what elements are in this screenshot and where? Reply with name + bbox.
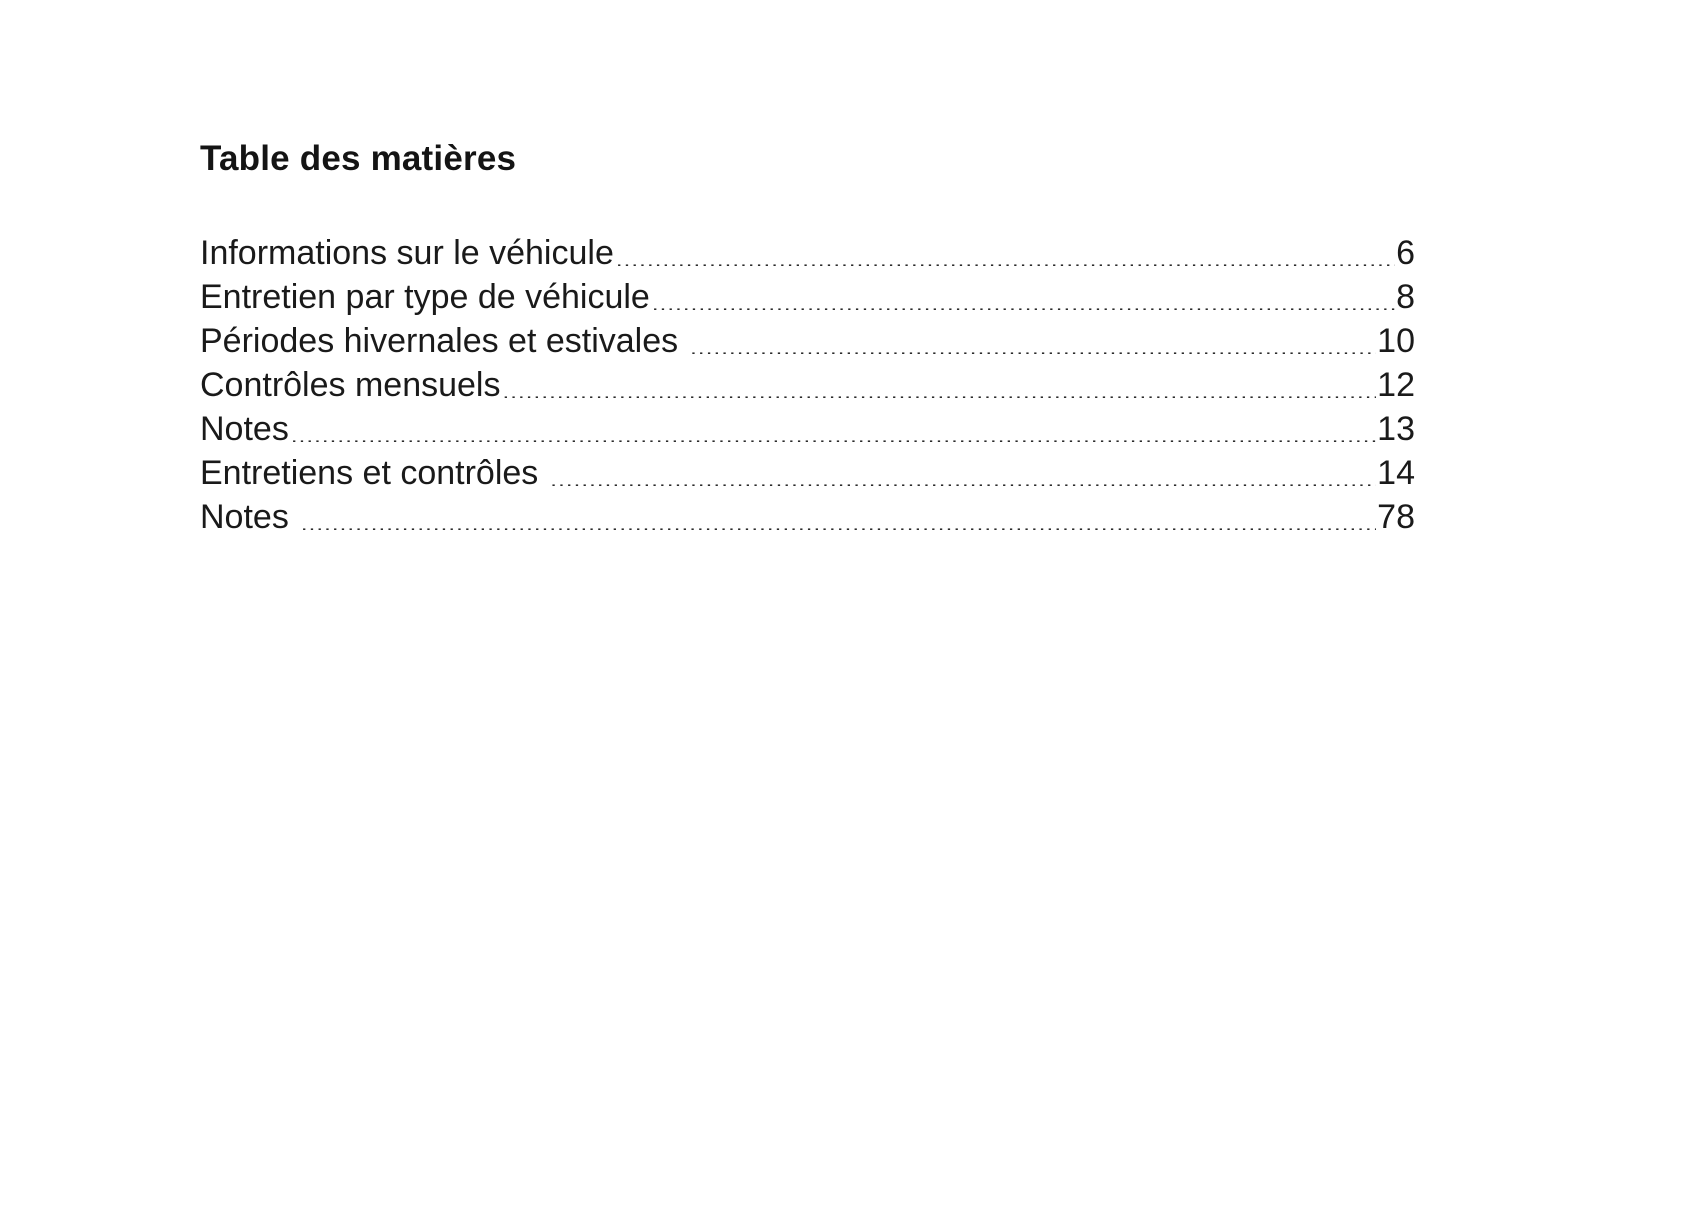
toc-entry-label: Notes <box>200 409 289 448</box>
toc-leader-dots <box>291 409 1376 443</box>
toc-entry-label: Notes <box>200 497 289 536</box>
toc-entry-label: Informations sur le véhicule <box>200 233 614 272</box>
toc-leader-dots <box>502 365 1376 399</box>
toc-leader-dots <box>616 233 1395 267</box>
toc-entry-page: 8 <box>1396 277 1415 316</box>
toc-leader-dots <box>301 497 1376 531</box>
toc-entry-page: 6 <box>1396 233 1415 272</box>
toc-entry-page: 14 <box>1377 453 1415 492</box>
toc-entry-label: Entretien par type de véhicule <box>200 277 650 316</box>
toc-entry-label: Contrôles mensuels <box>200 365 501 404</box>
toc-leader-dots <box>652 277 1395 311</box>
toc-leader-dots <box>550 453 1376 487</box>
page-title: Table des matières <box>200 139 517 178</box>
toc-entry[interactable] <box>200 319 1415 363</box>
toc-entry-page: 10 <box>1377 321 1415 360</box>
toc-entry-label: Périodes hivernales et estivales <box>200 321 679 360</box>
toc-entry-page: 12 <box>1377 365 1415 404</box>
toc-entry[interactable] <box>200 363 1415 407</box>
toc-entry-label: Entretiens et contrôles <box>200 453 539 492</box>
toc-entry-page: 13 <box>1377 409 1415 448</box>
table-of-contents <box>200 140 1415 539</box>
toc-list <box>200 231 1415 539</box>
toc-entry[interactable] <box>200 451 1415 495</box>
toc-entry[interactable] <box>200 495 1415 539</box>
toc-entry-page: 78 <box>1377 497 1415 536</box>
toc-entry[interactable] <box>200 231 1415 275</box>
toc-leader-dots <box>690 321 1376 355</box>
toc-entry[interactable] <box>200 275 1415 319</box>
toc-entry[interactable] <box>200 407 1415 451</box>
